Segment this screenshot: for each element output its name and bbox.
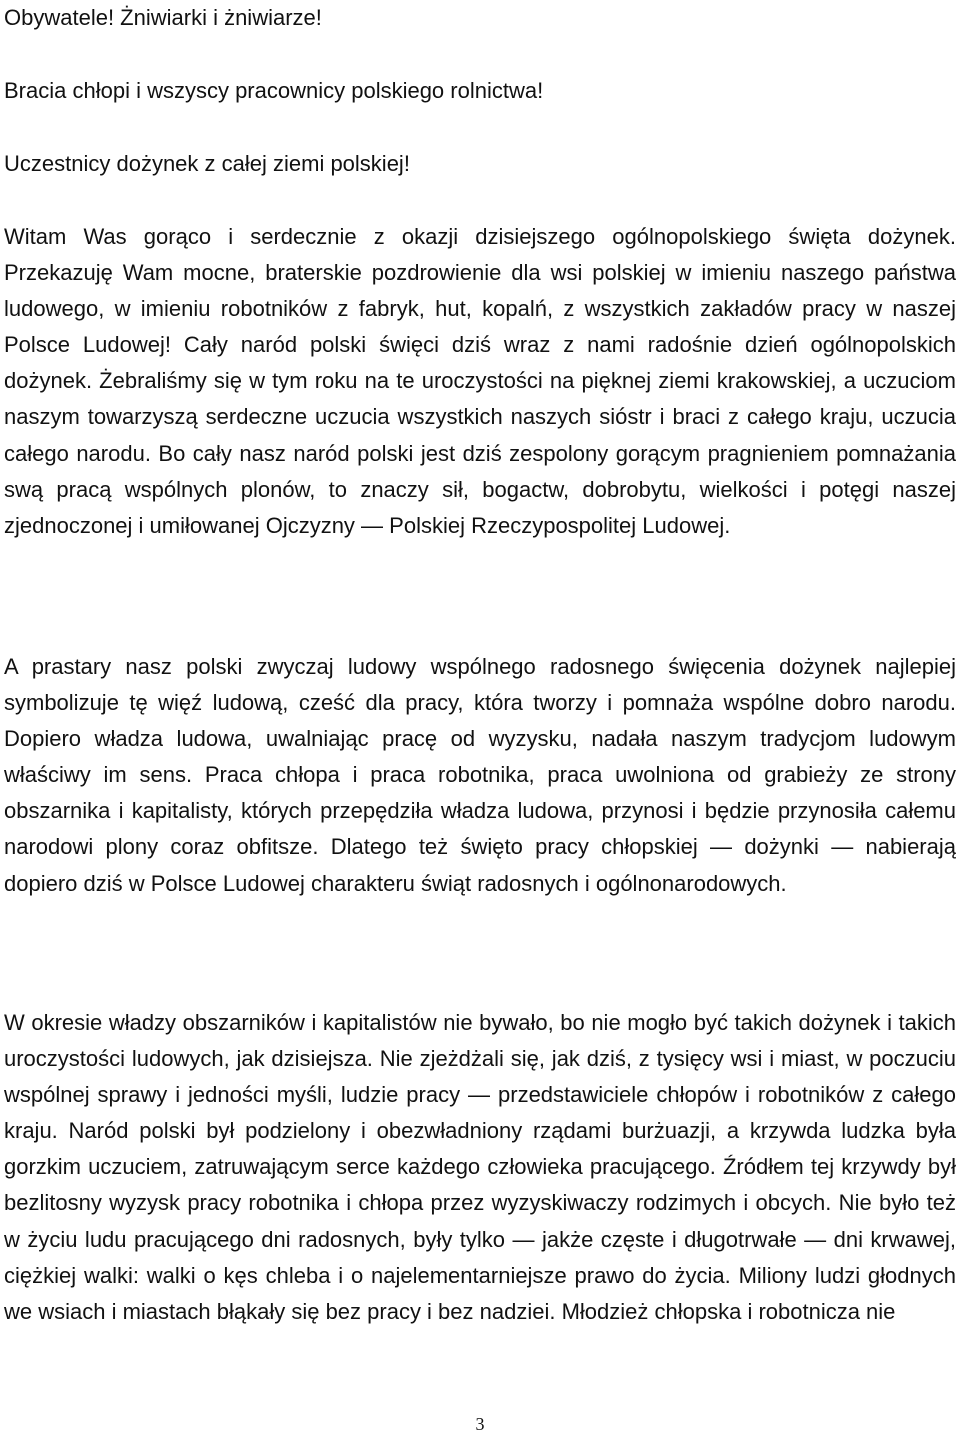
salutation-citizens: Obywatele! Żniwiarki i żniwiarze! [4,5,322,30]
paragraph-past: W okresie władzy obszarników i kapitalistów nie bywało, bo nie mogło być takich dożynek i takich uroczystości ludowych, jak dzisiejsza. Nie zjeżdżali się, jak dziś, z tysięcy wsi i miast, w poczuciu wspólnej sprawy i jedności myśli, ludzie pracy — przedstawiciele chłopów i robotników z całego kraju. Naród polski był podzielony i obezwładniony rządami burżuazji, a krzywda ludzka była gorzkim uczuciem, zatruwającym serce każdego człowieka pracującego. Źródłem tej krzywdy był bezlitosny wyzysk pracy robotnika i chłopa przez wyzyskiwaczy rodzimych i obcych. Nie było też w życiu ludu pracującego dni radosnych, były tylko — jakże częste i długotrwałe — dni krwawej, ciężkiej walki: walki o kęs chleba i o najelementarniejsze prawo do życia. Miliony ludzi głodnych we wsiach i miastach błąkały się bez pracy i bez nadziei. Młodzież chłopska i robotnicza nie [4,1010,956,1324]
paragraph-tradition: A prastary nasz polski zwyczaj ludowy wspólnego radosnego święcenia dożynek najlepiej symbolizuje tę więź ludową, cześć dla pracy, która tworzy i pomnaża wspólne dobro narodu. Dopiero władza ludowa, uwalniając pracę od wyzysku, nadała naszym tradycjom ludowym właściwy im sens. Praca chłopa i praca robotnika, praca uwolniona od grabieży ze strony obszarnika i kapitalisty, których przepędziła władza ludowa, przynosi i będzie przynosiła całemu narodowi plony coraz obfitsze. Dlatego też święto pracy chłopskiej — dożynki — nabierają dopiero dziś w Polsce Ludowej charakteru świąt radosnych i ogólnonarodowych. [4,654,956,896]
paragraph-greeting: Witam Was gorąco i serdecznie z okazji dzisiejszego ogólnopolskiego święta dożynek. Przekazuję Wam mocne, braterskie pozdrowienie dla wsi polskiej w imieniu naszego państwa ludowego, w imieniu robotników z fabryk, hut, kopalń, z wszystkich zakładów pracy w naszej Polsce Ludowej! Cały naród polski święci dziś wraz z nami radośnie dzień ogólnopolskich dożynek. Żebraliśmy się w tym roku na te uroczystości na pięknej ziemi krakowskiej, a uczuciom naszym towarzyszą serdeczne uczucia wszystkich naszych sióstr i braci z całego kraju, uczucia całego narodu. Bo cały nasz naród polski jest dziś zespolony gorącym pragnieniem pomnażania swą pracą wspólnych plonów, to znaczy sił, bogactw, dobrobytu, wielkości i potęgi naszej zjednoczonej i umiłowanej Ojczyzny — Polskiej Rzeczypospolitej Ludowej. [4,224,956,538]
salutation-peasants: Bracia chłopi i wszyscy pracownicy polskiego rolnictwa! [4,78,544,103]
page-number: 3 [475,1414,485,1434]
salutation-participants: Uczestnicy dożynek z całej ziemi polskiej! [4,151,410,176]
